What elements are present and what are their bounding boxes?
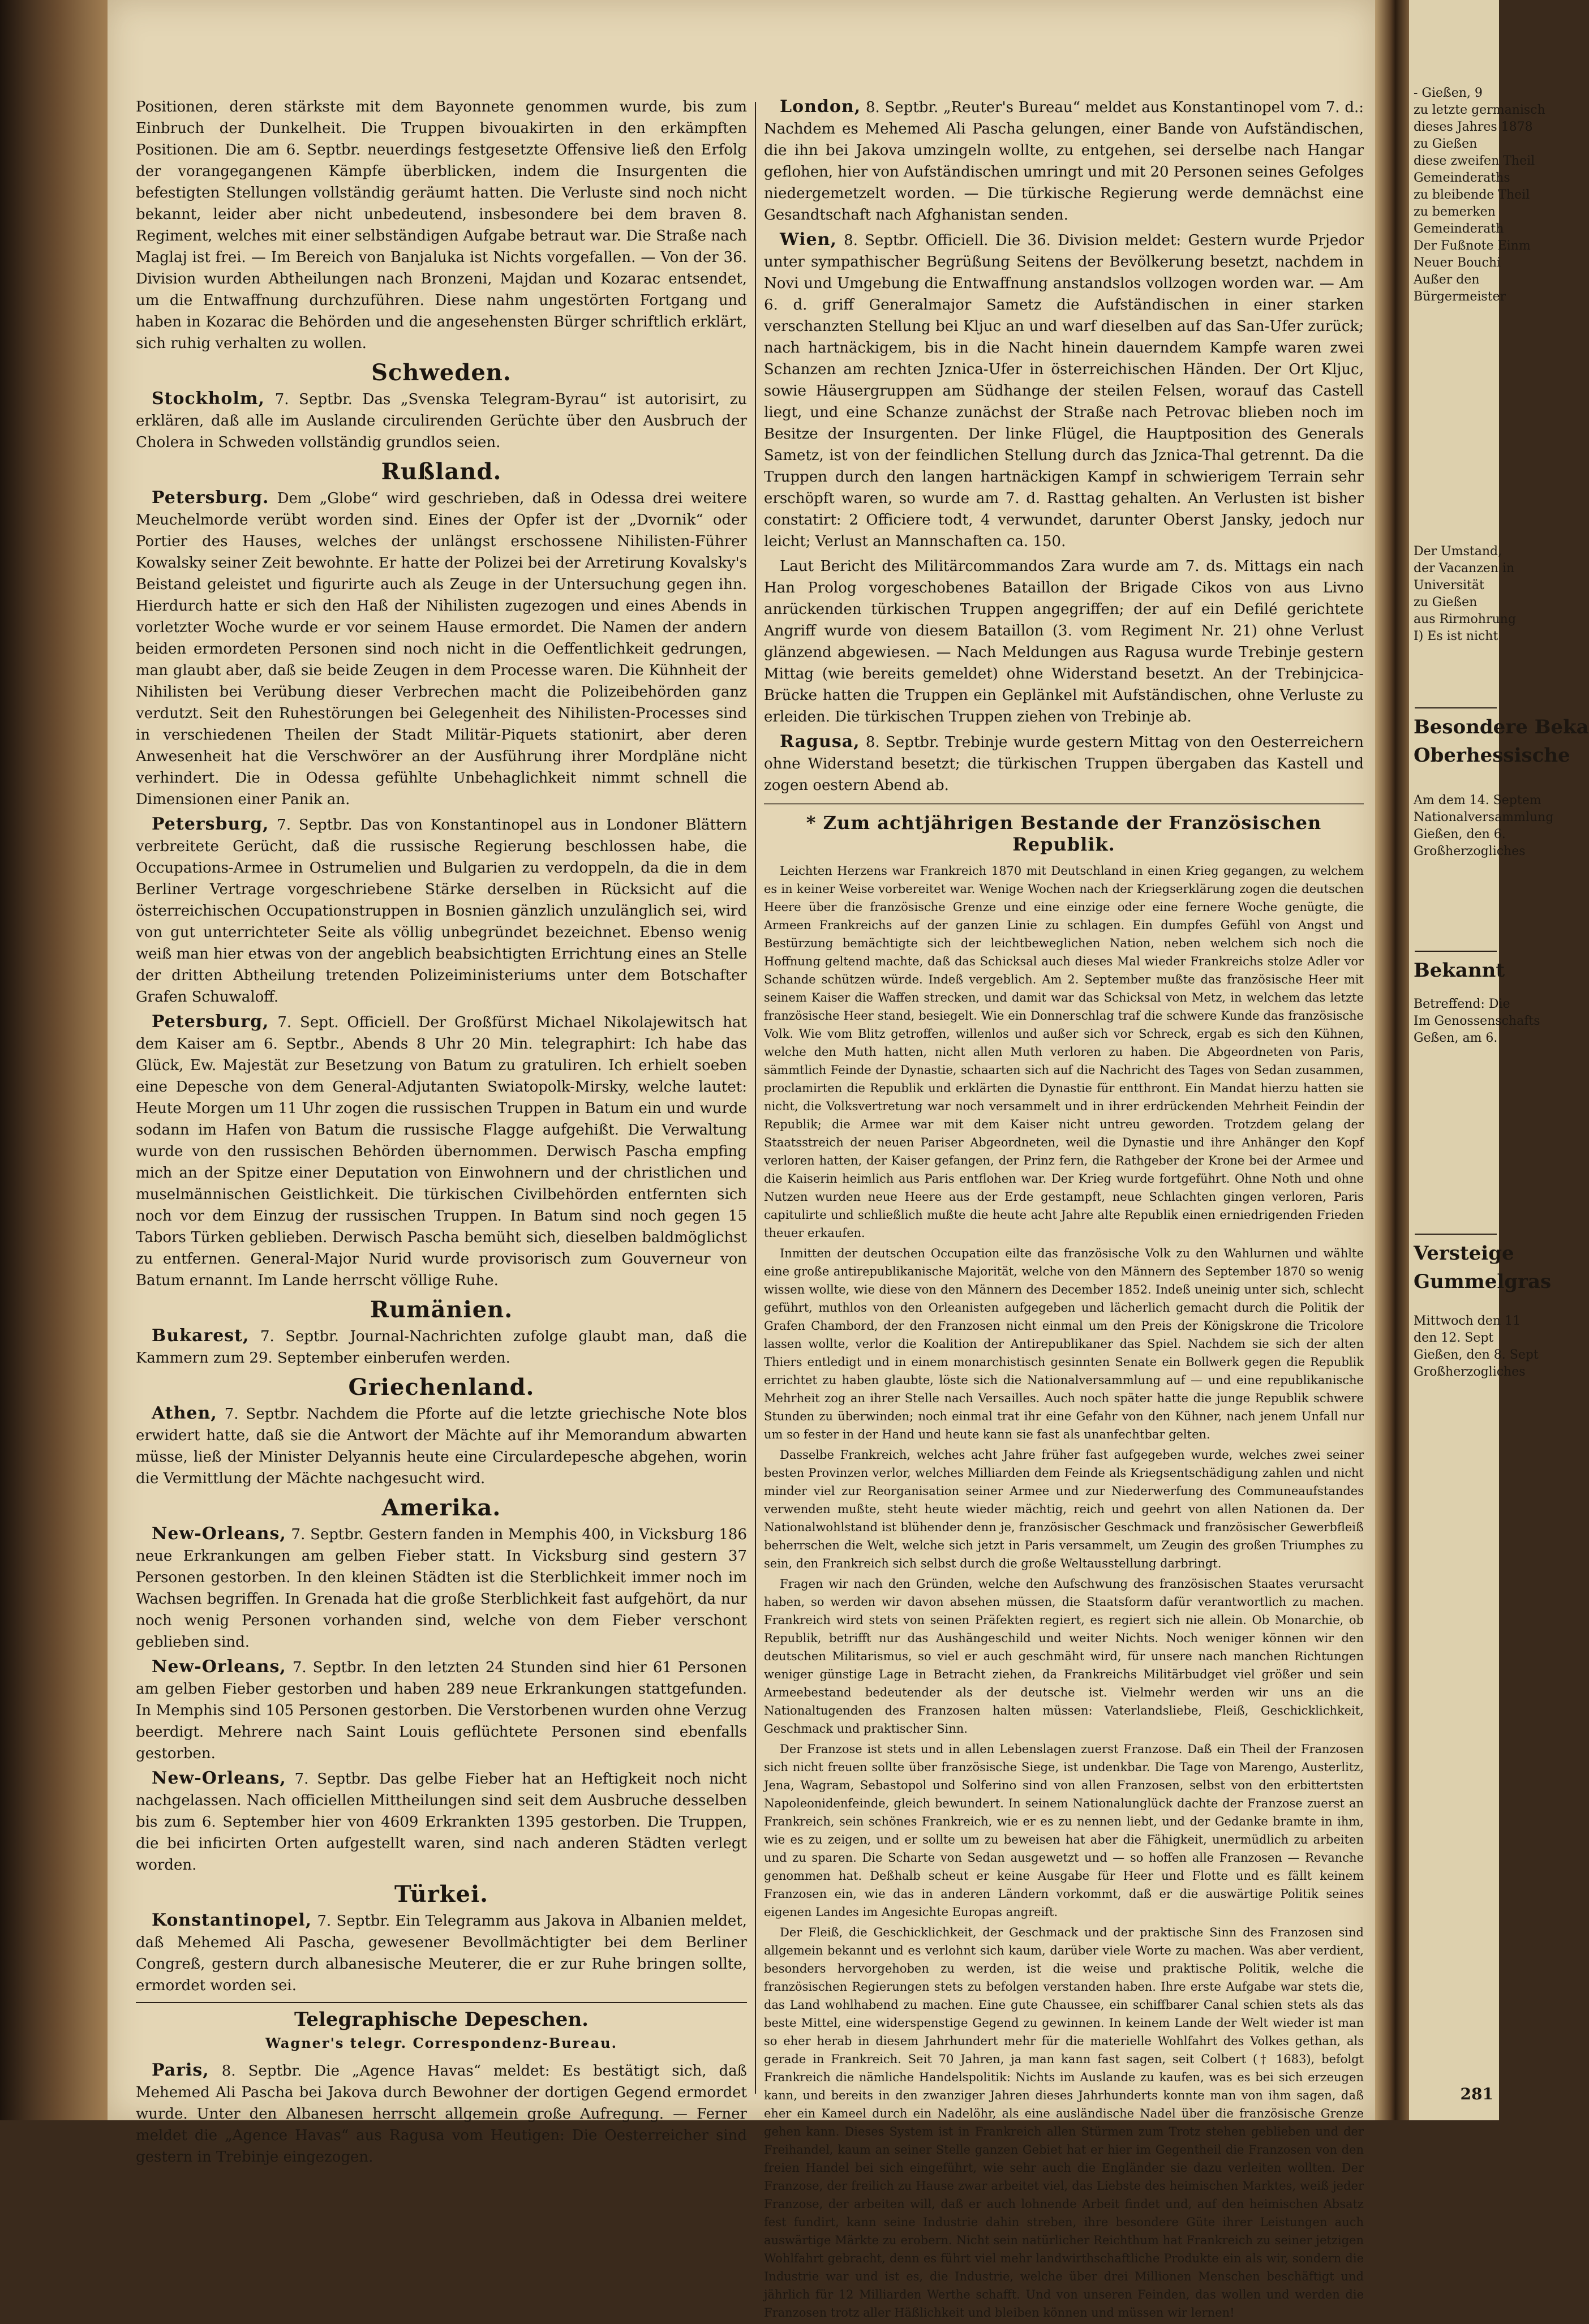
article-text: 8. Septbr. „Reuter's Bureau“ meldet aus Konstantinopel vom 7. d.: Nachdem es Mehemed Ali Pascha gelungen, einer Bande von Aufständischen, die ihn bei Jakova umzingeln wollte, zu entgehen, sei derselbe nach Hangar geflohen, hier von Aufständischen umringt und mit 20 Personen seines Gefolges niedergemetzelt worden. — Die türkische Regierung werde demnächst eine Gesandtschaft nach Afghanistan senden. [764, 99, 1364, 224]
article-petersburg-2 [136, 814, 747, 1008]
article-text: 7. Septbr. In den letzten 24 Stunden sind hier 61 Personen am gelben Fieber gestorben und haben 289 neue Erkrankungen stattgefunden. In Memphis sind 105 Personen gestorben. Die Verstorbenen wurden ohne Verzug beerdigt. Mehrere nach Saint Louis geflüchtete Personen sind ebenfalls gestorben. [136, 1659, 748, 1762]
fragment-line: Am dem 14. Septem [1414, 793, 1541, 807]
dateline-london: London, [780, 97, 861, 117]
article-petersburg-3 [136, 1011, 747, 1291]
dateline-stockholm: Stockholm, [152, 389, 265, 409]
fragment-line: Nationalversammlung [1414, 810, 1554, 824]
page-number: 281 [1460, 2085, 1493, 2103]
next-page-sliver [1409, 0, 1589, 2120]
fragment-line: zu letzte germanisch [1414, 103, 1545, 117]
fragment-line: zu Gießen [1414, 137, 1478, 151]
fragment-line: Universität [1414, 578, 1484, 592]
next-page-rule [1415, 1234, 1497, 1235]
next-page-rule [1415, 951, 1497, 952]
article-konstantinopel [136, 1910, 747, 1996]
dateline-new-orleans: New-Orleans, [152, 1768, 286, 1788]
fragment-line: Betreffend: Die [1414, 997, 1510, 1011]
feature-rule [764, 803, 1364, 805]
article-intro: Positionen, deren stärkste mit dem Bayonnete genommen wurde, bis zum Einbruch der Dunkelheit. Die Truppen bivouakirten in den erkämpften Positionen. Die am 6. Septbr. neuerdings festgesetzte Offensive ließ den Erfolg der vorangegangenen Kämpfe überblicken, indem die Insurgenten die befestigten Stellungen vollständig geräumt hatten. Die Verluste sind noch nicht bekannt, leider aber nicht unbedeutend, insbesondere bei dem braven 8. Regiment, welches mit einer selbständigen Aufgabe betraut war. Die Straße nach Maglaj ist frei. — Im Bereich von Banjaluka ist Nichts vorgefallen. — Von der 36. Division wurden Abtheilungen nach Bronzeni, Majdan und Kozarac entsendet, um die Entwaffnung durchzuführen. Diese nahm ungestörten Fortgang und haben in Kozarac die Behörden und die angesehensten Bürger schriftlich erklärt, sich ruhig verhalten zu wollen. [136, 98, 747, 352]
article-bukarest [136, 1325, 747, 1369]
fragment-line: Außer den [1414, 273, 1480, 287]
article-zara: Laut Bericht des Militärcommandos Zara wurde am 7. ds. Mittags ein nach Han Prolog vorgeschobenes Bataillon der Brigade Cikos von aus Livno anrückenden türkischen Truppen angegriffen; der auf ein Defilé gerichtete Angriff wurde von diesem Bataillon (3. vom Regiment Nr. 21) ohne Verlust glänzend abgewiesen. — Nach Meldungen aus Ragusa wurde Trebinje gestern Mittag (wie bereits gemeldet) ohne Widerstand besetzt. An der Trebinjcica-Brücke hatten die Truppen ein Geplänkel mit Aufständischen, ohne Verluste zu erleiden. Die türkischen Truppen ziehen von Trebinje ab. [764, 558, 1364, 725]
feature-paragraph: Der Franzose ist stets und in allen Lebenslagen zuerst Franzose. Daß ein Theil der Franzosen sich nicht freuen sollte über französische Siege, ist undenkbar. Die Tage von Marengo, Austerlitz, Jena, Wagram, Sebastopol und Solferino sind von allen Franzosen, selbst von den erbittertsten Napoleonidenfeinde, gleich bewundert. In seinem Nationalunglück dachte der Franzose zuerst an Frankreich, sein schönes Frankreich, wie er es zu nennen liebt, und der Gedanke bramte in ihm, wie es zu zeigen, und er sollte um zu beweisen hat aber die Fähigkeit, unermüdlich zu arbeiten und zu sparen. Die Scharte von Sedan ausgewetzt und — so hoffen alle Franzosen — Revanche genommen hat. Deßhalb scheut er keine Ausgabe für Heer und Flotte und es fällt keinem Franzosen ein, wie das in anderen Ländern vorkommt, daß er die auswärtige Politik seines eigenen Landes im Angesichte Europas angreift. [764, 1742, 1364, 1919]
article-text: 7. Septbr. Das gelbe Fieber hat an Heftigkeit noch nicht nachgelassen. Nach officiellen Mittheilungen sind seit dem Ausbruche desselben bis zum 6. September hier von 4609 Erkrankten 1395 gestorben. Die Truppen, die bei inficirten Orten aufgestellt waren, sind nach anderen Städten verlegt worden. [136, 1771, 748, 1874]
heading-america: Amerika. [381, 1494, 501, 1521]
fragment-line: diese zweifen Theil [1414, 154, 1535, 168]
fragment-line: - Gießen, 9 [1414, 86, 1483, 100]
article-text: 7. Septbr. Ein Telegramm aus Jakova in Albanien meldet, daß Mehemed Ali Pascha, gewesener Bevollmächtigter bei dem Berliner Congreß, gestern durch albanesische Meuterer, die er zur Ruhe bringen sollte, ermordet worden sei. [136, 1913, 748, 1994]
fragment-line: Im Genossenschafts [1414, 1014, 1540, 1028]
next-page-lines-low-3 [1414, 1313, 1539, 1381]
next-page-heading: Bekannt [1414, 959, 1505, 982]
page-gutter [1375, 0, 1409, 2120]
feature-paragraph: Dasselbe Frankreich, welches acht Jahre früher fast aufgegeben wurde, welches zwei seiner besten Provinzen verlor, welches Milliarden dem Feinde als Kriegsentschädigung zahlen und nicht minder viel zur Reorganisation seiner Armee und zur Niederwerfung des Communeaufstandes verwenden mußte, steht heute wieder mächtig, reich und geehrt von allen Nationen da. Der Nationalwohlstand ist blühender denn je, französischer Geschmack und französischer Gewerbfleiß beherrschen die Welt, welche sich jetzt in Paris versammelt, um Zeugin des großen Triumphes zu sein, den Frankreich sich selbst durch die große Weltausstellung darbringt. [764, 1448, 1364, 1570]
fragment-line: Der Umstand, [1414, 544, 1502, 559]
article-text: 8. Septbr. Trebinje wurde gestern Mittag von den Oesterreichern ohne Widerstand besetzt; die türkischen Truppen übergaben das Kastell und zogen oestern Abend ab. [764, 734, 1364, 794]
feature-paragraph: Leichten Herzens war Frankreich 1870 mit Deutschland in einen Krieg gegangen, zu welchem es in keiner Weise vorbereitet war. Wenige Wochen nach der Kriegserklärung zogen die deutschen Heere über die französische Grenze und eine einzige oder eine fernere Woche genügte, die Armeen Frankreichs auf der ganzen Linie zu schlagen. Ein dumpfes Gefühl von Angst und Bestürzung bemächtigte sich der leichtbeweglichen Nation, neben welchem sich noch die Hoffnung geltend machte, daß das Schicksal auch dieses Mal wieder Frankreichs stolze Adler vor Schande schützen würde. Indeß vergeblich. Am 2. September mußte das französische Heer mit seinem Kaiser die Waffen strecken, und damit war das Schicksal von Metz, in welchem das letzte französische Heer stand, besiegelt. Wie ein Donnerschlag traf die schwere Kunde das französische Volk. Wie vom Blitz getroffen, willenlos und außer sich vor Schreck, ergab es sich den Kühnen, welche den Muth hatten, nicht allen Muth verloren zu haben. Die Abgeordneten von Paris, sämmtlich Feinde der Dynastie, schaarten sich auf die Nachricht des Tages von Sedan zusammen, proclamirten die Republik und erklärten die Dynastie für entthront. Ein Mandat hierzu hatten sie nicht, die Volksvertretung war noch versammelt und in ihrer erdrückenden Mehrheit Feindin der Republik; die Armee war mit dem Kaiser nicht untreu geworden. Trotzdem gelang der Staatsstreich der neuen Pariser Abgeordneten, weil die Dynastie und ihre Anhänger den Kopf verloren hatten, der Kaiser gefangen, der Prinz fern, die Rathgeber der Krone bei der Armee und die Kaiserin heimlich aus Paris entflohen war. Der Krieg wurde fortgeführt. Ohne Noth und ohne Nutzen wurden neue Heere aus der Erde gestampft, neue Schlachten gingen verloren, Paris capitulirte und schließlich mußte die heute acht Jahre alte Republik einen erniedrigenden Frieden theuer erkaufen. [764, 864, 1364, 1240]
fragment-line: Der Fußnote Einm [1414, 239, 1531, 253]
next-page-heading: Oberhessische [1414, 744, 1570, 767]
fragment-line: Gemeinderaths [1414, 171, 1510, 185]
fragment-line: Gemeinderath [1414, 222, 1504, 236]
section-rule [136, 2002, 747, 2003]
article-athen [136, 1403, 747, 1489]
fragment-line: zu bleibende Theil [1414, 188, 1530, 202]
right-column [764, 96, 1364, 2324]
fragment-line: Neuer Bouchi [1414, 256, 1501, 270]
fragment-line: Gießen, den 8. Sept [1414, 1348, 1539, 1362]
article-text: 7. Septbr. Das „Svenska Telegram-Byrau“ ist autorisirt, zu erklären, daß alle im Auslande circulirenden Gerüchte über den Ausbruch der Cholera in Schweden vollständig grundlos seien. [136, 391, 748, 451]
column-divider [755, 102, 756, 2094]
feature-paragraph: Der Fleiß, die Geschicklichkeit, der Geschmack und der praktische Sinn des Franzosen sind allgemein bekannt und es verlohnt sich kaum, darüber viele Worte zu machen. Was aber verdient, besonders hervorgehoben zu werden, ist die weise und praktische Politik, welche die französischen Regierungen stets zu befolgen verstanden haben. Ihre erste Aufgabe war stets die, das Land wohlhabend zu machen. Eine gute Chaussee, ein schiffbarer Canal schien stets als das beste Mittel, eine widerspenstige Gegend zu gewinnen. In keinem Lande der Welt wieder ist man so eher herab in diesem Jahrhundert mehr für die materielle Wohlfahrt des Volkes gethan, als gerade in Frankreich. Seit 70 Jahren, ja man kann fast sagen, seit Colbert († 1683), befolgt Frankreich die nämliche Handelspolitik: Nichts im Auslande zu kaufen, was es bei sich erzeugen kann, und bereits in den zwanziger Jahren dieses Jahrhunderts konnte man von ihm sagen, daß eher ein Kameel durch ein Nadelöhr, als eine ausländische Nadel über die französische Grenze gehen kann. Dieses System ist in Frankreich allen Stürmen zum Trotz stehen geblieben und der Freihandel, kaum an seiner Stelle ganzen Gebiet hat er hier im Gegentheil die Franzosen von den freien Handel bei sich eingeführt, wie sehr auch die Engländer sie dazu verleiten wollten. Der Franzose, der freilich zu Hause zwar arbeitet viel, das Liebste des heimischen Marktes, weiß jeder Franzose, der arbeiten will, daß er auch lohnende Arbeit findet und, auf den heimischen Absatz fest fundirt, kann seine Industrie dahin streben, ihre besondere Güte ihrer Leistungen auch auswärtige Märkte zu erobern. Nicht sein natürlicher Reichthum hat Frankreich zu seiner jetzigen Wohlfahrt gebracht, denn es führt viel mehr landwirthschaftliche Produkte ein als wir, sondern die Industrie war und ist es, die Industrie, welche über drei Millionen Menschen beschäftigt und jährlich für 12 Milliarden Werthe schafft. Und von unseren Feinden, das wollen und werden die Franzosen trotz aller Häßlichkeit und bleiben können und müssen wir lernen! [764, 1926, 1364, 2319]
fragment-line: dieses Jahres 1878 [1414, 120, 1533, 134]
dateline-petersburg: Petersburg, [152, 1012, 269, 1032]
next-page-heading: Besondere Beka [1414, 716, 1589, 738]
next-page-rule [1415, 707, 1497, 708]
dateline-new-orleans: New-Orleans, [152, 1657, 286, 1677]
dateline-wien: Wien, [780, 230, 837, 250]
heading-telegraph: Telegraphische Depeschen. [294, 2008, 589, 2031]
article-new-orleans-3 [136, 1768, 747, 1876]
article-london [764, 96, 1364, 226]
fragment-line: Gießen, den 6. [1414, 827, 1506, 841]
article-text: 7. Septbr. Journal-Nachrichten zufolge glaubt man, daß die Kammern zum 29. September einberufen werden. [136, 1328, 748, 1367]
dateline-bukarest: Bukarest, [152, 1326, 250, 1346]
fragment-line: Großherzogliches [1414, 844, 1526, 858]
next-page-lines-mid [1414, 543, 1516, 645]
book-binding [0, 0, 108, 2120]
dateline-paris: Paris, [152, 2060, 209, 2080]
dateline-petersburg: Petersburg, [152, 814, 269, 834]
article-text: 7. Septbr. Nachdem die Pforte auf die letzte griechische Note blos erwidert hatte, daß sie die Antwort der Mächte auf ihr Memorandum abwarten müsse, ließ der Minister Delyannis heute eine Circulardepesche abgehen, worin die Vermittlung der Mächte nachgesucht wird. [136, 1406, 748, 1487]
fragment-line: der Vacanzen in [1414, 561, 1515, 575]
fragment-line: aus Rirmohrung [1414, 612, 1516, 626]
dateline-new-orleans: New-Orleans, [152, 1524, 286, 1544]
article-stockholm [136, 388, 747, 453]
heading-sweden: Schweden. [371, 359, 512, 386]
heading-turkey: Türkei. [394, 1881, 489, 1908]
fragment-line: zu bemerken [1414, 205, 1496, 219]
heading-greece: Griechenland. [348, 1374, 535, 1401]
feature-article [764, 862, 1364, 2322]
dateline-athen: Athen, [152, 1403, 217, 1423]
article-text: 8. Septbr. Officiell. Die 36. Division meldet: Gestern wurde Prjedor unter sympathischer Begrüßung Seitens der Bevölkerung besetzt, nachdem in Novi und Umgebung die Entwaffnung anstandslos vollzogen worden war. — Am 6. d. griff Generalmajor Sametz die Aufständischen in einer starken verschanzten Stellung bei Kljuc an und warf dieselben auf das San-Ufer zurück; nach hartnäckigem, bis in die Nacht hinein dauerndem Kampfe waren zwei Schanzen am rechten Jznica-Ufer in österreichischen Händen. Der Ort Kljuc, sowie Häusergruppen am Südhange der steilen Felsen, worauf das Castell liegt, und eine Schanze zunächst der Straße nach Petrovac blieben noch im Besitze der Insurgenten. Der linke Flügel, die Hauptposition des Generals Sametz, ist von der feindlichen Stellung durch das Jznica-Thal getrennt. Da die Truppen durch den langen hartnäckigen Kampf in schwierigem Terrain sehr erschöpft waren, so wurde am 7. d. Rasttag gehalten. An Verlusten ist bisher constatirt: 2 Officiere todt, 4 verwundet, darunter Oberst Jansky, jedoch nur leicht; Verlust an Mannschaften ca. 150. [764, 232, 1364, 550]
article-text: 7. Sept. Officiell. Der Großfürst Michael Nikolajewitsch hat dem Kaiser am 6. Septbr., Abends 8 Uhr 20 Min. telegraphirt: Ich habe das Glück, Ew. Majestät zur Besetzung von Batum zu gratuliren. Ich erhielt soeben eine Depesche von dem General-Adjutanten Swiatopolk-Mirsky, welche lautet: Heute Morgen um 11 Uhr zogen die russischen Truppen in Batum ein und wurde sodann im Hafen von Batum die russische Flagge aufgehißt. Die Verwaltung wurde von den russischen Behörden übernommen. Derwisch Pascha empfing mich an der Spitze einer Deputation von Einwohnern und der christlichen und muselmännischen Geistlichkeit. Die türkischen Civilbehörden entfernten sich noch vor dem Einzug der russischen Truppen. In Batum sind noch gegen 15 Tabors Türken geblieben. Derwisch Pascha bemüht sich, dieselben baldmöglichst zu entfernen. General-Major Nurid wurde provisorisch zum Gouverneur von Batum ernannt. Im Lande herrscht völlige Ruhe. [136, 1014, 747, 1289]
article-text: 8. Septbr. Die „Agence Havas“ meldet: Es bestätigt sich, daß Mehemed Ali Pascha bei Jakova durch Bewohner der dortigen Gegend ermordet wurde. Unter den Albanesen herrscht allgemein große Aufregung. — Ferner meldet die „Agence Havas“ aus Ragusa vom Heutigen: Die Oesterreicher sind gestern in Trebinje eingezogen. [136, 2063, 748, 2166]
article-petersburg-1 [136, 487, 747, 810]
feature-heading: * Zum achtjährigen Bestande der Französischen Republik. [806, 812, 1322, 855]
feature-paragraph: Fragen wir nach den Gründen, welche den Aufschwung des französischen Staates verursacht haben, so werden wir davon absehen müssen, die Staatsform dafür verantwortlich zu machen. Frankreich wird stets von seinen Präfekten regiert, es regiert sich nie allein. Ob Monarchie, ob Republik, betrifft nur das Aushängeschild und weiter Nichts. Noch weniger können wir den deutschen Militarismus, so viel er auch geschmäht wird, für unsere nach manchen Richtungen weniger günstige Lage in Betracht ziehen, da Frankreichs Militärbudget viel größer und sein Armeebestand bedeutender als der deutsche ist. Vielmehr werden wir uns an die Nationaltugenden des Franzosen halten müssen: Vaterlandsliebe, Fleiß, Geschicklichkeit, Geschmack und praktischer Sinn. [764, 1577, 1364, 1736]
heading-russia: Rußland. [381, 458, 502, 485]
fragment-line: Geßen, am 6. [1414, 1031, 1498, 1045]
next-page-heading: Versteige [1414, 1242, 1514, 1265]
article-text: 7. Septbr. Das von Konstantinopel aus in Londoner Blättern verbreitete Gerücht, daß die russische Regierung beschlossen habe, die Occupations-Armee in Ostrumelien und Bulgarien zu verdoppeln, da die in dem Berliner Vertrage vorgeschriebene Stärke derselben in Rücksicht auf die österreichischen Occupationstruppen in Bosnien gänzlich unzulänglich sei, wird von gut unterrichteter Seite als völlig unbegründet bezeichnet. Ebenso wenig weiß man hier etwas von der angeblich beabsichtigten Errichtung eines an Stelle der dritten Abtheilung tretenden Polizeiministeriums unter dem Botschafter Grafen Schuwaloff. [136, 817, 747, 1006]
fragment-line: I) Es ist nicht [1414, 629, 1498, 643]
heading-romania: Rumänien. [370, 1296, 513, 1323]
article-text: 7. Septbr. Gestern fanden in Memphis 400, in Vicksburg 186 neue Erkrankungen am gelben Fieber statt. In Vicksburg sind gestern 37 Personen gestorben. In den kleinen Städten ist die Sterblichkeit immer noch im Wachsen begriffen. In Grenada hat die große Sterblichkeit fast aufgehört, da nur noch wenig Personen vorhanden sind, welche von dem Fieber verschont geblieben sind. [136, 1526, 748, 1651]
fragment-line: zu Gießen [1414, 595, 1478, 609]
article-text: Dem „Globe“ wird geschrieben, daß in Odessa drei weitere Meuchelmorde verübt worden sind. Eines der Opfer ist der „Dvornik“ oder Portier des Hauses, welches der unlängst erschossene Nihilisten-Führer Kowalsky seiner Zeit bewohnte. Er hatte der Polizei bei der Arretirung Kovalsky's Beistand geleistet und figurirte auch als Zeuge in der Untersuchung gegen ihn. Hierdurch hatte er sich den Haß der Nihilisten zugezogen und eines Abends in vorletzter Woche wurde er vor seinem Hause ermordet. Die Namen der andern beiden ermordeten Personen sind noch nicht in die Oeffentlichkeit gedrungen, man glaubt aber, daß sie beide Zeugen in dem Processe waren. Die Kühnheit der Nihilisten bei Verübung dieser Verbrechen macht die Polizeibehörden ganz verdutzt. Seit den Ruhestörungen bei Gelegenheit des Nihilisten-Processes sind in verschiedenen Theilen der Stadt Militär-Piquets stationirt, aber deren Anwesenheit hat die Verschwörer an der Ausführung ihrer Mordpläne nicht verhindert. Die in Odessa gefühlte Unbehaglichkeit nimmt schnell die Dimensionen einer Panik an. [136, 490, 747, 808]
subheading-bureau: Wagner's telegr. Correspondenz-Bureau. [265, 2035, 617, 2051]
article-paris [136, 2060, 747, 2168]
feature-paragraph: Inmitten der deutschen Occupation eilte das französische Volk zu den Wahlurnen und wählte eine große antirepublikanische Majorität, welche von den Männern des September 1870 so wenig wissen wollte, wie diese von den Männern des December 1852. Indeß uneinig unter sich, schlecht geführt, muthlos von den Orleanisten aufgegeben und lächerlich gemacht durch die Politik der Grafen Chambord, der den Franzosen nicht einmal um den Preis der Königskrone die Tricolore lassen wollte, verlor die Koalition der Antirepublikaner das Spiel. Nachdem sie sich der alten Thiers entledigt und in einem monarchistisch gesinnten Senate ein Bollwerk gegen die Republik errichtet zu haben glaubte, löste sich die Nationalversammlung auf — und eine republikanische Mehrheit zog an ihrer Stelle nach Versailles. Auch noch später hatte die junge Republik schwere Stunden zu überwinden; noch einmal trat ihr eine Gefahr von den Kühner, nach jenem Unfall nur um so fester in der Hand und heute kann sie fast als unanfechtbar gelten. [764, 1247, 1364, 1441]
fragment-line: Mittwoch den 11 [1414, 1314, 1521, 1328]
fragment-line: Bürgermeister [1414, 290, 1506, 304]
next-page-lines-low-2 [1414, 996, 1540, 1047]
dateline-petersburg: Petersburg. [152, 488, 269, 508]
article-ragusa [764, 731, 1364, 796]
article-new-orleans-1 [136, 1523, 747, 1653]
fragment-line: den 12. Sept [1414, 1331, 1494, 1345]
fragment-line: Großherzogliches [1414, 1365, 1526, 1379]
next-page-heading: Gummelgras [1414, 1270, 1552, 1293]
next-page-lines-low [1414, 792, 1553, 860]
article-new-orleans-2 [136, 1656, 747, 1764]
next-page-lines-top [1414, 85, 1545, 306]
dateline-konstantinopel: Konstantinopel, [152, 1910, 312, 1930]
left-column [136, 96, 747, 2171]
dateline-ragusa: Ragusa, [780, 732, 860, 751]
article-wien [764, 229, 1364, 552]
